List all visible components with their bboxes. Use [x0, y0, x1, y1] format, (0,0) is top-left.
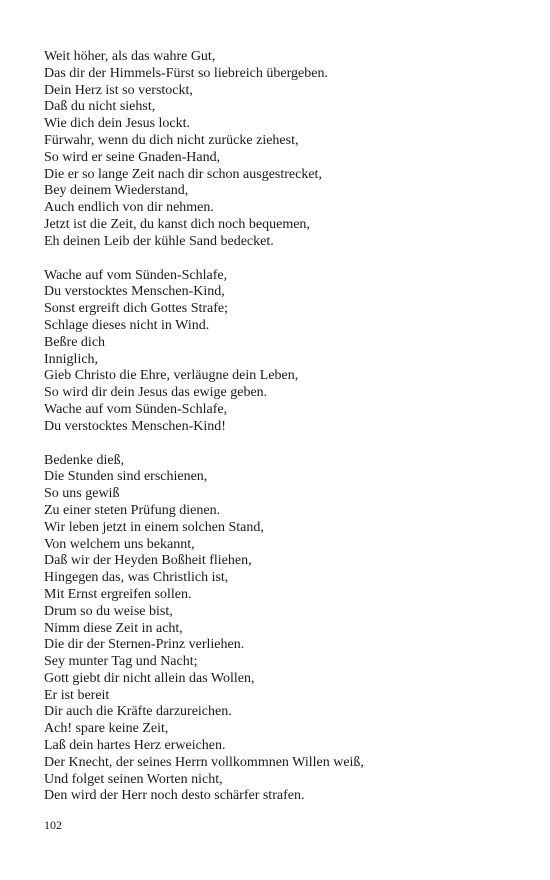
poem-line: So wird er seine Gnaden-Hand, [44, 149, 221, 165]
poem-line: Zu einer steten Prüfung dienen. [44, 502, 221, 518]
poem-line: Du verstocktes Menschen-Kind, [44, 284, 225, 300]
poem-line: Der Knecht, der seines Herrn vollkommnen Willen weiß, [44, 754, 364, 770]
poem-line: Sonst ergreift dich Gottes Strafe; [44, 301, 229, 317]
poem-line: Wir leben jetzt in einem solchen Stand, [44, 519, 264, 535]
poem-line: Die dir der Sternen-Prinz verliehen. [44, 637, 245, 653]
poem-line: Drum so du weise bist, [44, 603, 173, 619]
page-number: 102 [44, 818, 62, 832]
poem-line: Ach! spare keine Zeit, [44, 721, 169, 737]
poem-line: Hingegen das, was Christlich ist, [44, 570, 229, 586]
poem-line: Bey deinem Wiederstand, [44, 183, 189, 199]
poem-line: Den wird der Herr noch desto schärfer strafen. [44, 788, 305, 804]
poem-line: Eh deinen Leib der kühle Sand bedecket. [44, 233, 274, 249]
poem-line: Beßre dich [44, 334, 106, 350]
poem-line: Weit höher, als das wahre Gut, [44, 49, 216, 64]
poem-line: Inniglich, [44, 351, 99, 367]
poem-line: Nimm diese Zeit in acht, [44, 620, 183, 636]
stanza [44, 268, 524, 436]
poem-line: Gott giebt dir nicht allein das Wollen, [44, 670, 255, 686]
poem-line: Daß du nicht siehst, [44, 99, 156, 115]
poem-line: Schlage dieses nicht in Wind. [44, 317, 210, 333]
poem-line: Er ist bereit [44, 687, 110, 703]
poem-line: Und folget seinen Worten nicht, [44, 771, 223, 787]
poem-line: Sey munter Tag und Nacht; [44, 654, 198, 670]
poem-line: Wache auf vom Sünden-Schlafe, [44, 267, 228, 283]
poem-line: Du verstocktes Menschen-Kind! [44, 418, 226, 434]
poem-line: Die Stunden sind erschienen, [44, 469, 208, 485]
poem-line: So uns gewiß [44, 486, 120, 502]
poem-line: Mit Ernst ergreifen sollen. [44, 586, 192, 602]
poem-line: Bedenke dieß, [44, 452, 125, 468]
poem-line: Von welchem uns bekannt, [44, 536, 195, 552]
poem-line: Gieb Christo die Ehre, verläugne dein Leben, [44, 368, 299, 384]
poem-line: So wird dir dein Jesus das ewige geben. [44, 385, 268, 401]
poem-line: Wache auf vom Sünden-Schlafe, [44, 401, 228, 417]
poem-line: Dein Herz ist so verstockt, [44, 82, 193, 98]
poem-body [44, 49, 524, 822]
stanza [44, 49, 524, 251]
poem-line: Laß dein hartes Herz erweichen. [44, 738, 226, 754]
stanza [44, 453, 524, 806]
poem-line: Fürwahr, wenn du dich nicht zurücke ziehest, [44, 132, 299, 148]
poem-line: Jetzt ist die Zeit, du kanst dich noch bequemen, [44, 216, 310, 232]
poem-line: Die er so lange Zeit nach dir schon ausgestrecket, [44, 166, 322, 182]
poem-line: Daß wir der Heyden Boßheit fliehen, [44, 553, 252, 569]
poem-line: Auch endlich von dir nehmen. [44, 200, 214, 216]
poem-line: Das dir der Himmels-Fürst so liebreich übergeben. [44, 65, 328, 81]
poem-line: Dir auch die Kräfte darzureichen. [44, 704, 232, 720]
poem-line: Wie dich dein Jesus lockt. [44, 116, 191, 132]
